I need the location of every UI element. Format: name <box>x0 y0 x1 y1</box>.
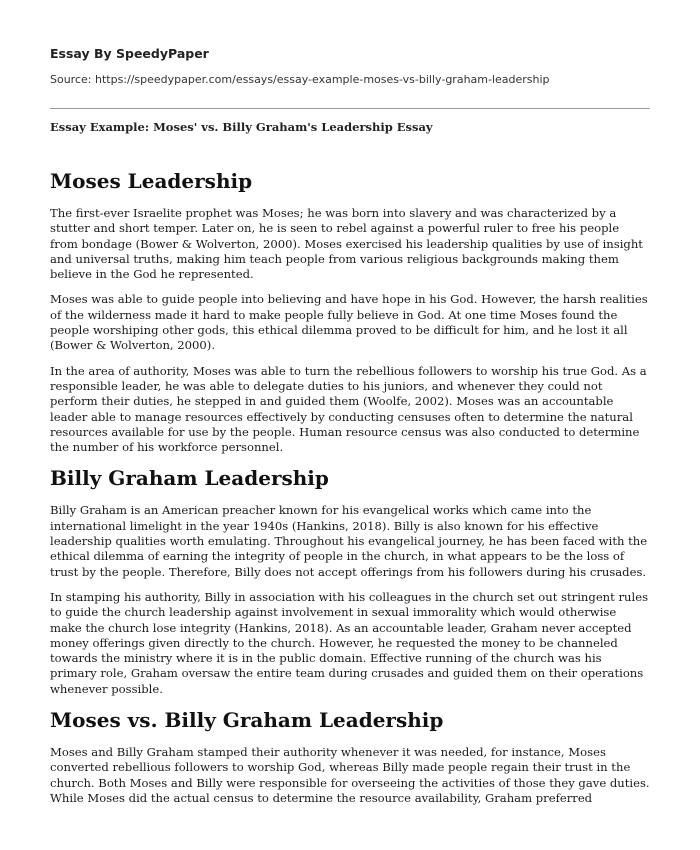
paragraph: In the area of authority, Moses was able to turn the rebellious followers to worship his true God. As a responsible leader, he was able to delegate duties to his juniors, and whenever they could not perform their duties, he stepped in and guided them (Woolfe, 2002). Moses was an accountable leader able to manage resources effectively by conducting censuses often to determine the natural resources available for use by the people. Human resource census was also conducted to determine the number of his workforce personnel. <box>50 363 647 455</box>
paragraph: Billy Graham is an American preacher known for his evangelical works which came into the international limelight in the year 1940s (Hankins, 2018). Billy is also known for his effective leadership qualities worth emulating. Throughout his evangelical journey, he has been faced with the ethical dilemma of earning the integrity of people in the church, in what appears to be the loss of trust by the people. Therefore, Billy does not accept offerings from his followers during his crusades. <box>50 503 648 579</box>
header-divider <box>50 108 650 109</box>
source-url: Source: https://speedypaper.com/essays/essay-example-moses-vs-billy-graham-leadership <box>50 73 550 86</box>
section-billy-graham-leadership <box>50 465 650 697</box>
paragraph: The first-ever Israelite prophet was Moses; he was born into slavery and was characterized by a stutter and short temper. Later on, he is seen to rebel against a powerful ruler to free his people from bondage (Bower & Wolverton, 2000). Moses exercised his leadership qualities by use of insight and universal truths, making him teach people from various religious backgrounds making them believe in the God he represented. <box>50 206 643 282</box>
section-moses-leadership <box>50 168 650 455</box>
section-heading: Moses vs. Billy Graham Leadership <box>50 708 444 733</box>
paragraph: In stamping his authority, Billy in association with his colleagues in the church set out stringent rules to guide the church leadership against involvement in sexual immorality which would otherwise make the church lose integrity (Hankins, 2018). As an accountable leader, Graham never accepted money offerings given directly to the church. However, he requested the money to be channeled towards the ministry where it is in the public domain. Effective running of the church was his primary role, Graham oversaw the entire team during crusades and guided them on their operations whenever possible. <box>50 589 649 696</box>
document-title: Essay Example: Moses' vs. Billy Graham's Leadership Essay <box>50 120 433 134</box>
section-heading: Billy Graham Leadership <box>50 466 329 491</box>
essay-body <box>50 168 650 816</box>
section-heading: Moses Leadership <box>50 169 253 193</box>
section-moses-vs-billy-graham <box>50 707 650 806</box>
paragraph: Moses was able to guide people into believing and have hope in his God. However, the harsh realities of the wilderness made it hard to make people fully believe in God. At one time Moses found the people worshiping other gods, this ethical dilemma proved to be difficult for him, and he lost it all (Bower & Wolverton, 2000). <box>50 292 648 353</box>
publisher-name: Essay By SpeedyPaper <box>50 46 209 61</box>
paragraph: Moses and Billy Graham stamped their authority whenever it was needed, for instance, Moses converted rebellious followers to worship God, whereas Billy made people regain their trust in the church. Both Moses and Billy were responsible for overseeing the activities of those they gave duties. While Moses did the actual census to determine the resource availability, Graham preferred <box>50 745 650 805</box>
